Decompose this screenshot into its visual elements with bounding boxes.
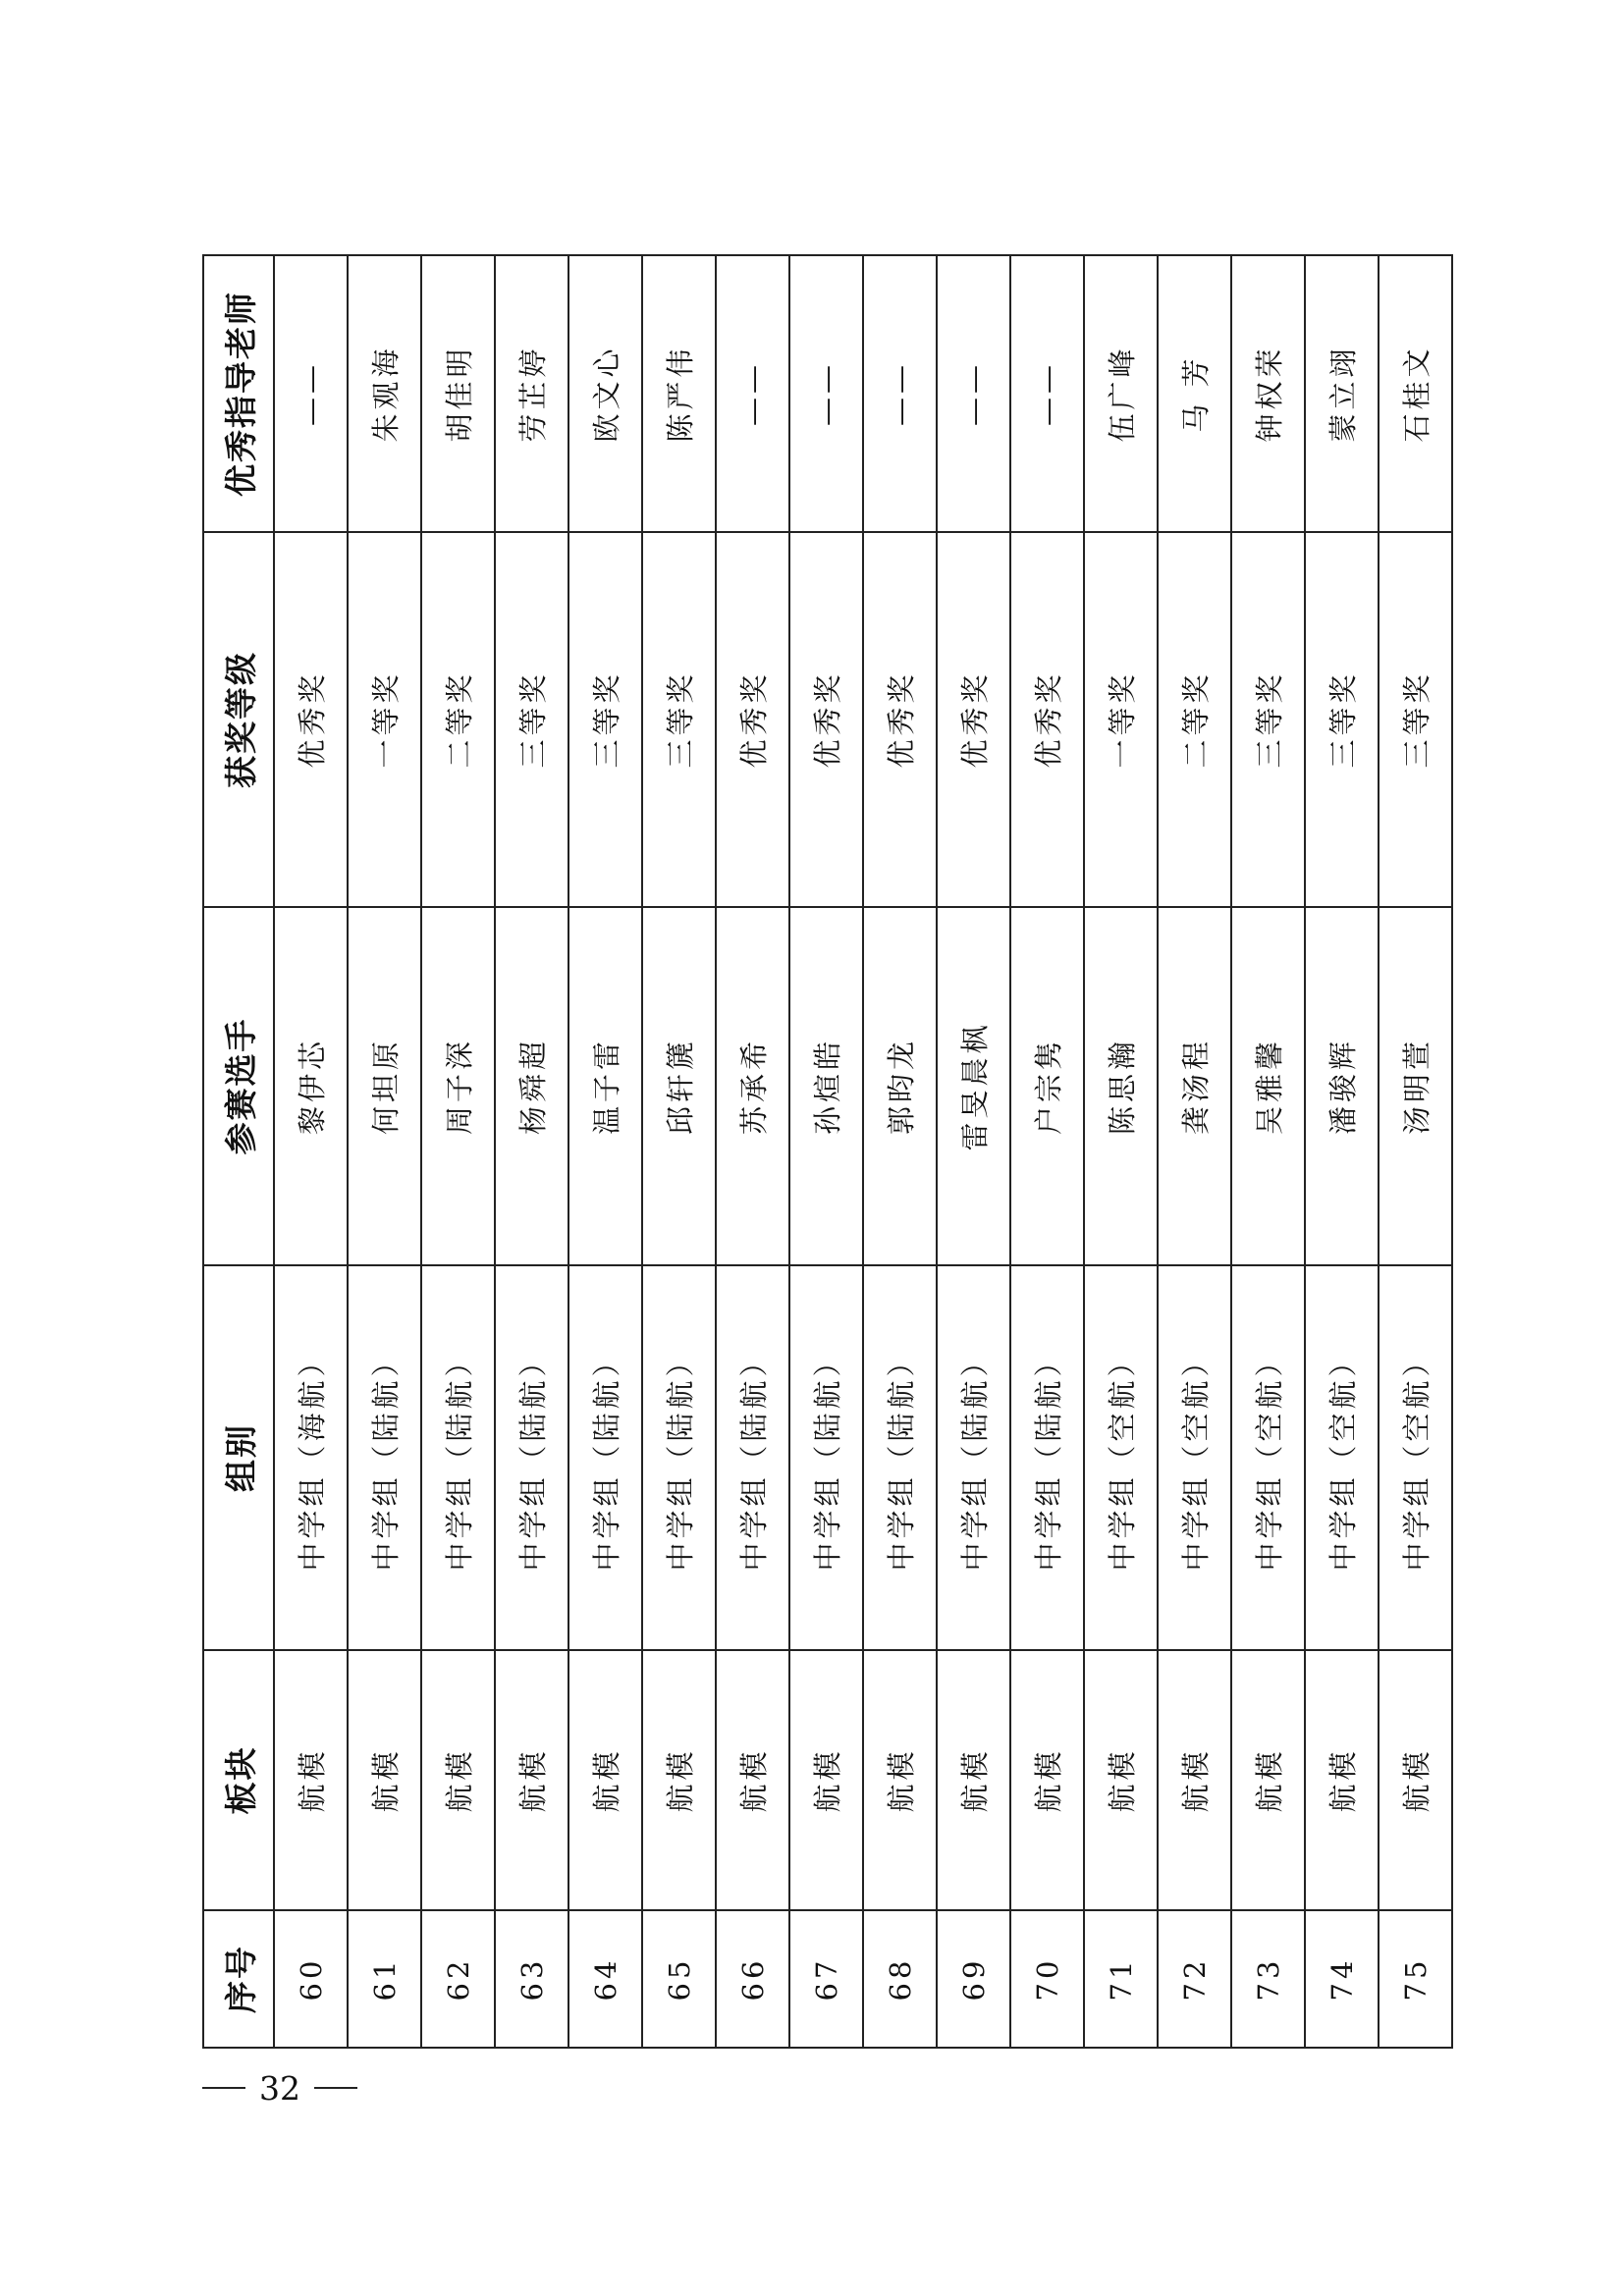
table-row [1010,255,1084,2048]
cell-group: 中学组（陆航） [1010,1265,1084,1650]
cell-award: 三等奖 [642,532,716,907]
table-row [274,255,348,2048]
cell-player: 黎伊芯 [274,907,348,1265]
cell-award: 一等奖 [1084,532,1158,907]
footer-dash-right [314,2087,357,2089]
cell-no: 68 [863,1910,937,2048]
cell-group: 中学组（空航） [1305,1265,1379,1650]
cell-award: 优秀奖 [716,532,789,907]
cell-group: 中学组（陆航） [568,1265,642,1650]
table-row [642,255,716,2048]
table-row [421,255,495,2048]
cell-player: 苏承希 [716,907,789,1265]
cell-award: 一等奖 [348,532,421,907]
cell-player: 温子雷 [568,907,642,1265]
table-row [789,255,863,2048]
cell-no: 73 [1231,1910,1305,2048]
cell-teacher: 蒙立翊 [1305,255,1379,532]
cell-no: 69 [937,1910,1010,2048]
cell-block: 航模 [642,1650,716,1910]
cell-award: 三等奖 [1379,532,1452,907]
cell-group: 中学组（空航） [1158,1265,1231,1650]
table-body [274,255,1452,2048]
cell-award: 二等奖 [1158,532,1231,907]
cell-player: 潘骏辉 [1305,907,1379,1265]
cell-block: 航模 [1379,1650,1452,1910]
cell-award: 三等奖 [1231,532,1305,907]
cell-no: 66 [716,1910,789,2048]
cell-block: 航模 [1010,1650,1084,1910]
cell-no: 70 [1010,1910,1084,2048]
table-row [863,255,937,2048]
cell-teacher: 马 芳 [1158,255,1231,532]
cell-group: 中学组（空航） [1084,1265,1158,1650]
table-row [1158,255,1231,2048]
cell-player: 龚汤程 [1158,907,1231,1265]
table-row [1231,255,1305,2048]
cell-player: 陈思瀚 [1084,907,1158,1265]
cell-award: 二等奖 [421,532,495,907]
header-no: 序号 [203,1910,274,2048]
cell-group: 中学组（陆航） [937,1265,1010,1650]
cell-group: 中学组（陆航） [642,1265,716,1650]
cell-player: 汤明萱 [1379,907,1452,1265]
awards-table-container [202,256,1434,2049]
cell-group: 中学组（陆航） [789,1265,863,1650]
table-row [348,255,421,2048]
page-footer [202,2066,357,2108]
cell-block: 航模 [568,1650,642,1910]
cell-teacher: 朱观海 [348,255,421,532]
cell-award: 优秀奖 [274,532,348,907]
cell-block: 航模 [1305,1650,1379,1910]
awards-table [202,254,1453,2049]
header-block: 板块 [203,1650,274,1910]
table-header-row [203,255,274,2048]
cell-teacher: 劳芷婷 [495,255,568,532]
cell-no: 60 [274,1910,348,2048]
table-row [495,255,568,2048]
cell-no: 74 [1305,1910,1379,2048]
cell-block: 航模 [863,1650,937,1910]
cell-no: 63 [495,1910,568,2048]
cell-award: 优秀奖 [789,532,863,907]
cell-block: 航模 [937,1650,1010,1910]
cell-block: 航模 [495,1650,568,1910]
cell-group: 中学组（陆航） [348,1265,421,1650]
cell-no: 65 [642,1910,716,2048]
cell-player: 周子深 [421,907,495,1265]
cell-teacher: 伍广峰 [1084,255,1158,532]
cell-award: 三等奖 [495,532,568,907]
cell-teacher: 胡佳明 [421,255,495,532]
table-row [1305,255,1379,2048]
cell-group: 中学组（陆航） [716,1265,789,1650]
cell-no: 61 [348,1910,421,2048]
cell-teacher: —— [789,255,863,532]
table-row [1379,255,1452,2048]
cell-block: 航模 [348,1650,421,1910]
cell-player: 邱轩篪 [642,907,716,1265]
cell-award: 优秀奖 [1010,532,1084,907]
cell-player: 郭昀龙 [863,907,937,1265]
cell-teacher: —— [716,255,789,532]
cell-player: 孙煊皓 [789,907,863,1265]
cell-group: 中学组（陆航） [495,1265,568,1650]
cell-teacher: 陈严伟 [642,255,716,532]
cell-group: 中学组（陆航） [421,1265,495,1650]
header-player: 参赛选手 [203,907,274,1265]
cell-block: 航模 [1231,1650,1305,1910]
cell-block: 航模 [421,1650,495,1910]
cell-no: 62 [421,1910,495,2048]
cell-award: 优秀奖 [863,532,937,907]
cell-block: 航模 [1084,1650,1158,1910]
header-teacher: 优秀指导老师 [203,255,274,532]
cell-no: 72 [1158,1910,1231,2048]
cell-teacher: 钟权荣 [1231,255,1305,532]
cell-player: 户宗隽 [1010,907,1084,1265]
cell-teacher: —— [937,255,1010,532]
cell-no: 75 [1379,1910,1452,2048]
cell-no: 64 [568,1910,642,2048]
cell-award: 三等奖 [1305,532,1379,907]
cell-block: 航模 [274,1650,348,1910]
cell-group: 中学组（空航） [1231,1265,1305,1650]
cell-block: 航模 [1158,1650,1231,1910]
cell-player: 何坦原 [348,907,421,1265]
cell-teacher: —— [274,255,348,532]
cell-group: 中学组（海航） [274,1265,348,1650]
cell-no: 71 [1084,1910,1158,2048]
cell-teacher: —— [863,255,937,532]
cell-teacher: 欧文心 [568,255,642,532]
page-number: 32 [259,2068,300,2108]
table-row [716,255,789,2048]
cell-block: 航模 [716,1650,789,1910]
cell-award: 优秀奖 [937,532,1010,907]
cell-no: 67 [789,1910,863,2048]
table-row [1084,255,1158,2048]
cell-group: 中学组（空航） [1379,1265,1452,1650]
cell-teacher: —— [1010,255,1084,532]
cell-player: 吴雅馨 [1231,907,1305,1265]
header-group: 组别 [203,1265,274,1650]
cell-player: 雷旻晨枫 [937,907,1010,1265]
cell-award: 三等奖 [568,532,642,907]
cell-player: 杨舜超 [495,907,568,1265]
footer-dash-left [202,2087,245,2089]
table-row [937,255,1010,2048]
header-award: 获奖等级 [203,532,274,907]
cell-block: 航模 [789,1650,863,1910]
cell-teacher: 石桂文 [1379,255,1452,532]
table-row [568,255,642,2048]
cell-group: 中学组（陆航） [863,1265,937,1650]
